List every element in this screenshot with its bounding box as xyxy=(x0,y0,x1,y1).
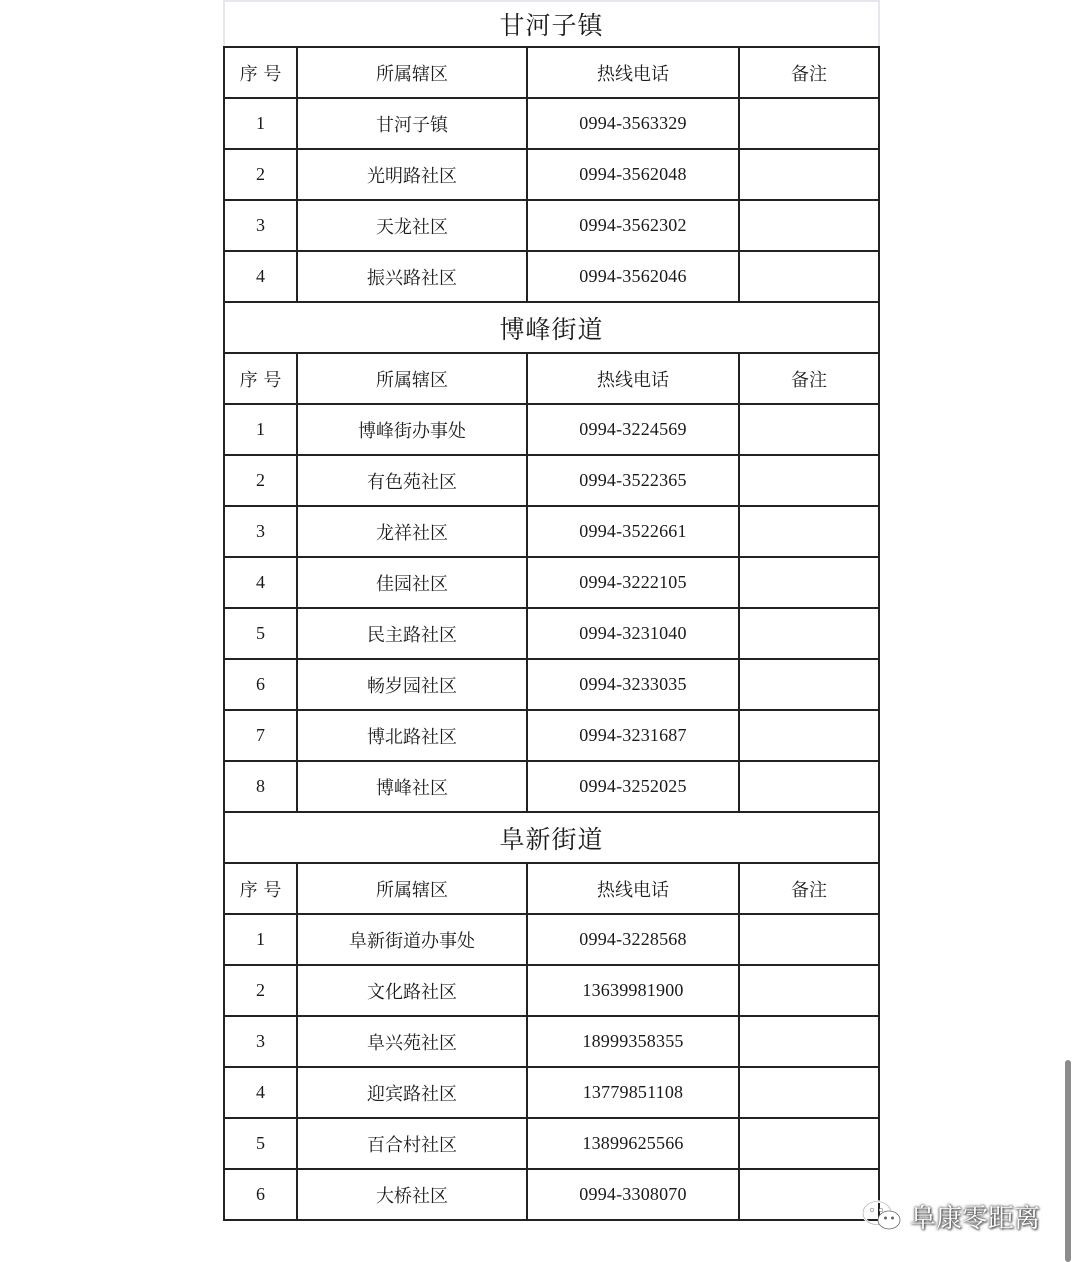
table-row xyxy=(224,761,879,812)
serial-cell: 5 xyxy=(224,608,297,659)
header-area: 所属辖区 xyxy=(297,863,527,914)
remark-cell xyxy=(739,761,879,812)
area-cell: 文化路社区 xyxy=(297,965,527,1016)
phone-cell: 0994-3562302 xyxy=(527,200,739,251)
remark-cell xyxy=(739,506,879,557)
remark-cell xyxy=(739,965,879,1016)
area-cell: 阜兴苑社区 xyxy=(297,1016,527,1067)
area-cell: 百合村社区 xyxy=(297,1118,527,1169)
serial-cell: 4 xyxy=(224,251,297,302)
phone-cell: 18999358355 xyxy=(527,1016,739,1067)
serial-cell: 1 xyxy=(224,98,297,149)
phone-cell: 0994-3231040 xyxy=(527,608,739,659)
header-serial: 序 号 xyxy=(224,353,297,404)
phone-cell: 0994-3252025 xyxy=(527,761,739,812)
area-cell: 大桥社区 xyxy=(297,1169,527,1220)
table-row xyxy=(224,965,879,1016)
wechat-icon xyxy=(860,1198,904,1234)
table-row xyxy=(224,914,879,965)
phone-cell: 0994-3231687 xyxy=(527,710,739,761)
table-row xyxy=(224,1169,879,1220)
section-title: 甘河子镇 xyxy=(224,1,879,47)
header-row xyxy=(224,353,879,404)
remark-cell xyxy=(739,1067,879,1118)
phone-cell: 0994-3228568 xyxy=(527,914,739,965)
serial-cell: 2 xyxy=(224,455,297,506)
remark-cell xyxy=(739,1169,879,1220)
remark-cell xyxy=(739,1118,879,1169)
table-row xyxy=(224,149,879,200)
phone-cell: 13899625566 xyxy=(527,1118,739,1169)
serial-cell: 5 xyxy=(224,1118,297,1169)
serial-cell: 3 xyxy=(224,1016,297,1067)
area-cell: 博北路社区 xyxy=(297,710,527,761)
serial-cell: 2 xyxy=(224,149,297,200)
phone-cell: 0994-3224569 xyxy=(527,404,739,455)
area-cell: 有色苑社区 xyxy=(297,455,527,506)
header-serial: 序 号 xyxy=(224,863,297,914)
table-row xyxy=(224,1067,879,1118)
table-row xyxy=(224,710,879,761)
table-body xyxy=(224,1,879,1220)
table-row xyxy=(224,455,879,506)
phone-cell: 13639981900 xyxy=(527,965,739,1016)
remark-cell xyxy=(739,557,879,608)
table-row xyxy=(224,251,879,302)
area-cell: 畅岁园社区 xyxy=(297,659,527,710)
remark-cell xyxy=(739,914,879,965)
phone-cell: 0994-3563329 xyxy=(527,98,739,149)
area-cell: 博峰社区 xyxy=(297,761,527,812)
area-cell: 阜新街道办事处 xyxy=(297,914,527,965)
table-row xyxy=(224,404,879,455)
table-row xyxy=(224,1016,879,1067)
header-row xyxy=(224,863,879,914)
serial-cell: 1 xyxy=(224,404,297,455)
watermark xyxy=(860,1196,1040,1236)
header-remark: 备注 xyxy=(739,863,879,914)
table-row xyxy=(224,98,879,149)
header-serial: 序 号 xyxy=(224,47,297,98)
phone-cell: 0994-3562048 xyxy=(527,149,739,200)
table-row xyxy=(224,659,879,710)
phone-cell: 0994-3308070 xyxy=(527,1169,739,1220)
area-cell: 博峰街办事处 xyxy=(297,404,527,455)
serial-cell: 6 xyxy=(224,1169,297,1220)
area-cell: 天龙社区 xyxy=(297,200,527,251)
table-row xyxy=(224,200,879,251)
watermark-text: 阜康零距离 xyxy=(910,1203,1041,1234)
hotline-table xyxy=(223,0,880,1221)
scrollbar-thumb[interactable] xyxy=(1065,1060,1071,1262)
table-row xyxy=(224,608,879,659)
section-title-row xyxy=(224,812,879,863)
section-title: 博峰街道 xyxy=(224,302,879,353)
remark-cell xyxy=(739,149,879,200)
phone-cell: 0994-3222105 xyxy=(527,557,739,608)
header-phone: 热线电话 xyxy=(527,47,739,98)
remark-cell xyxy=(739,200,879,251)
remark-cell xyxy=(739,1016,879,1067)
serial-cell: 2 xyxy=(224,965,297,1016)
area-cell: 振兴路社区 xyxy=(297,251,527,302)
area-cell: 民主路社区 xyxy=(297,608,527,659)
serial-cell: 3 xyxy=(224,200,297,251)
table-row xyxy=(224,1118,879,1169)
area-cell: 光明路社区 xyxy=(297,149,527,200)
remark-cell xyxy=(739,455,879,506)
serial-cell: 7 xyxy=(224,710,297,761)
area-cell: 甘河子镇 xyxy=(297,98,527,149)
phone-cell: 0994-3562046 xyxy=(527,251,739,302)
serial-cell: 3 xyxy=(224,506,297,557)
table-row xyxy=(224,557,879,608)
header-phone: 热线电话 xyxy=(527,353,739,404)
phone-cell: 0994-3522365 xyxy=(527,455,739,506)
remark-cell xyxy=(739,98,879,149)
phone-cell: 0994-3233035 xyxy=(527,659,739,710)
remark-cell xyxy=(739,251,879,302)
serial-cell: 1 xyxy=(224,914,297,965)
phone-cell: 13779851108 xyxy=(527,1067,739,1118)
remark-cell xyxy=(739,404,879,455)
area-cell: 龙祥社区 xyxy=(297,506,527,557)
header-remark: 备注 xyxy=(739,47,879,98)
remark-cell xyxy=(739,608,879,659)
area-cell: 佳园社区 xyxy=(297,557,527,608)
section-title-row xyxy=(224,302,879,353)
header-remark: 备注 xyxy=(739,353,879,404)
section-title-row xyxy=(224,1,879,47)
hotline-document xyxy=(223,0,878,1221)
table-row xyxy=(224,506,879,557)
header-row xyxy=(224,47,879,98)
serial-cell: 6 xyxy=(224,659,297,710)
section-title: 阜新街道 xyxy=(224,812,879,863)
serial-cell: 4 xyxy=(224,1067,297,1118)
header-area: 所属辖区 xyxy=(297,47,527,98)
serial-cell: 4 xyxy=(224,557,297,608)
remark-cell xyxy=(739,659,879,710)
phone-cell: 0994-3522661 xyxy=(527,506,739,557)
serial-cell: 8 xyxy=(224,761,297,812)
remark-cell xyxy=(739,710,879,761)
header-phone: 热线电话 xyxy=(527,863,739,914)
area-cell: 迎宾路社区 xyxy=(297,1067,527,1118)
header-area: 所属辖区 xyxy=(297,353,527,404)
